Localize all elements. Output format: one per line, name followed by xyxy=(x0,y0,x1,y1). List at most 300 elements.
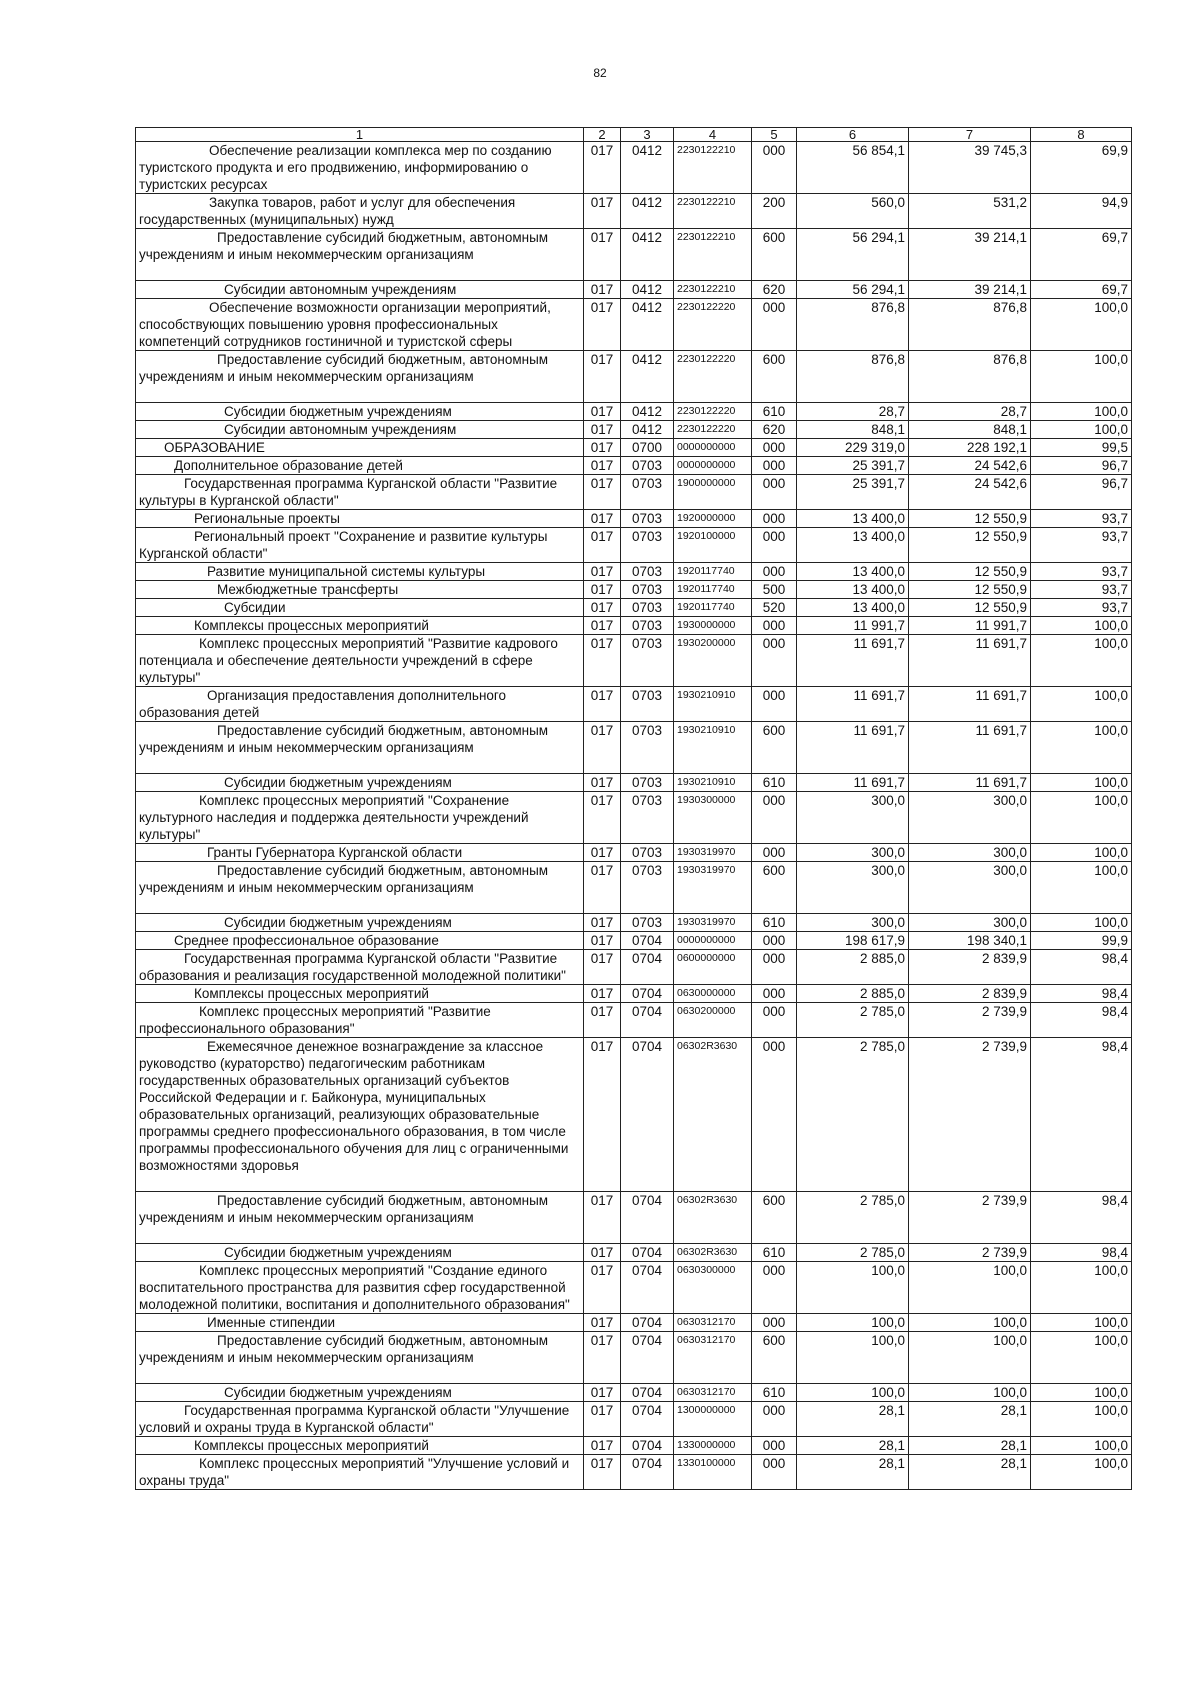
row-percent: 93,7 xyxy=(1031,510,1132,528)
table-row xyxy=(136,914,1132,932)
row-target-article: 1330000000 xyxy=(674,1437,752,1455)
row-target-article: 1330100000 xyxy=(674,1455,752,1490)
row-plan: 100,0 xyxy=(797,1384,909,1402)
row-section-code: 0412 xyxy=(621,421,674,439)
row-percent: 98,4 xyxy=(1031,985,1132,1003)
table-row xyxy=(136,581,1132,599)
row-admin-code: 017 xyxy=(584,1003,621,1038)
row-plan: 28,1 xyxy=(797,1455,909,1490)
row-admin-code: 017 xyxy=(584,563,621,581)
row-expense-type: 500 xyxy=(752,581,797,599)
row-section-code: 0412 xyxy=(621,299,674,351)
row-percent: 100,0 xyxy=(1031,1384,1132,1402)
table-row xyxy=(136,403,1132,421)
row-section-code: 0703 xyxy=(621,687,674,722)
row-target-article: 0630300000 xyxy=(674,1262,752,1314)
row-fact: 28,1 xyxy=(909,1437,1031,1455)
row-expense-type: 600 xyxy=(752,351,797,403)
row-expense-type: 000 xyxy=(752,950,797,985)
row-plan: 56 854,1 xyxy=(797,142,909,194)
table-row xyxy=(136,351,1132,403)
row-section-code: 0704 xyxy=(621,1244,674,1262)
table-row xyxy=(136,439,1132,457)
row-expense-type: 000 xyxy=(752,792,797,844)
row-admin-code: 017 xyxy=(584,1038,621,1192)
table-row xyxy=(136,792,1132,844)
row-section-code: 0704 xyxy=(621,932,674,950)
row-admin-code: 017 xyxy=(584,1244,621,1262)
row-expense-type: 000 xyxy=(752,617,797,635)
row-name: Комплексы процессных мероприятий xyxy=(136,1437,584,1455)
row-admin-code: 017 xyxy=(584,950,621,985)
row-percent: 69,7 xyxy=(1031,281,1132,299)
table-row xyxy=(136,1332,1132,1384)
row-expense-type: 000 xyxy=(752,1455,797,1490)
row-name: Комплексы процессных мероприятий xyxy=(136,617,584,635)
row-plan: 13 400,0 xyxy=(797,563,909,581)
row-target-article: 1930319970 xyxy=(674,862,752,914)
table-row xyxy=(136,722,1132,774)
row-name: Ежемесячное денежное вознаграждение за классное руководство (кураторство) педагогическим работникам государственных образовательных организаций субъектов Российской Федерации и г. Байконура, муниципальных образовательных организаций, реализующих образовательные программы среднего профессионального образования, в том числе программы профессионального обучения для лиц с ограниченными возможностями здоровья xyxy=(136,1038,584,1192)
row-name: Комплекс процессных мероприятий "Сохранение культурного наследия и поддержка деятельности учреждений культуры" xyxy=(136,792,584,844)
row-name: Комплекс процессных мероприятий "Создание единого воспитательного пространства для развития сфер государственной молодежной политики, воспитания и дополнительного образования" xyxy=(136,1262,584,1314)
row-plan: 876,8 xyxy=(797,351,909,403)
row-plan: 2 885,0 xyxy=(797,985,909,1003)
row-plan: 25 391,7 xyxy=(797,475,909,510)
row-name: Субсидии бюджетным учреждениям xyxy=(136,914,584,932)
row-target-article: 1930210910 xyxy=(674,722,752,774)
row-expense-type: 000 xyxy=(752,985,797,1003)
row-plan: 2 785,0 xyxy=(797,1003,909,1038)
row-name: Предоставление субсидий бюджетным, автономным учреждениям и иным некоммерческим организациям xyxy=(136,229,584,281)
row-expense-type: 000 xyxy=(752,439,797,457)
row-expense-type: 000 xyxy=(752,1262,797,1314)
row-percent: 94,9 xyxy=(1031,194,1132,229)
row-expense-type: 000 xyxy=(752,1314,797,1332)
table-row xyxy=(136,1244,1132,1262)
row-section-code: 0704 xyxy=(621,1332,674,1384)
row-admin-code: 017 xyxy=(584,229,621,281)
row-percent: 100,0 xyxy=(1031,914,1132,932)
row-target-article: 2230122220 xyxy=(674,299,752,351)
row-expense-type: 600 xyxy=(752,229,797,281)
row-percent: 100,0 xyxy=(1031,617,1132,635)
table-row xyxy=(136,142,1132,194)
table-row xyxy=(136,1262,1132,1314)
row-plan: 56 294,1 xyxy=(797,229,909,281)
row-percent: 100,0 xyxy=(1031,687,1132,722)
row-target-article: 06302R3630 xyxy=(674,1038,752,1192)
row-section-code: 0412 xyxy=(621,281,674,299)
row-percent: 96,7 xyxy=(1031,475,1132,510)
row-expense-type: 000 xyxy=(752,1402,797,1437)
row-plan: 300,0 xyxy=(797,792,909,844)
table-row xyxy=(136,1455,1132,1490)
row-section-code: 0704 xyxy=(621,1455,674,1490)
row-percent: 93,7 xyxy=(1031,581,1132,599)
header-col-1: 1 xyxy=(136,128,584,142)
row-percent: 93,7 xyxy=(1031,563,1132,581)
row-fact: 100,0 xyxy=(909,1384,1031,1402)
row-target-article: 2230122220 xyxy=(674,403,752,421)
row-name: Именные стипендии xyxy=(136,1314,584,1332)
row-expense-type: 000 xyxy=(752,510,797,528)
row-target-article: 2230122220 xyxy=(674,421,752,439)
row-section-code: 0703 xyxy=(621,635,674,687)
row-admin-code: 017 xyxy=(584,142,621,194)
row-expense-type: 600 xyxy=(752,1332,797,1384)
row-fact: 11 691,7 xyxy=(909,687,1031,722)
row-section-code: 0704 xyxy=(621,1314,674,1332)
row-section-code: 0704 xyxy=(621,1402,674,1437)
row-percent: 98,4 xyxy=(1031,1192,1132,1244)
row-admin-code: 017 xyxy=(584,774,621,792)
row-admin-code: 017 xyxy=(584,792,621,844)
row-name: Субсидии бюджетным учреждениям xyxy=(136,1384,584,1402)
row-section-code: 0412 xyxy=(621,403,674,421)
row-fact: 11 991,7 xyxy=(909,617,1031,635)
row-target-article: 0000000000 xyxy=(674,439,752,457)
table-row xyxy=(136,510,1132,528)
row-expense-type: 000 xyxy=(752,1437,797,1455)
row-target-article: 1920100000 xyxy=(674,528,752,563)
row-name: Комплекс процессных мероприятий "Развитие кадрового потенциала и обеспечение деятельности учреждений в сфере культуры" xyxy=(136,635,584,687)
row-admin-code: 017 xyxy=(584,722,621,774)
table-header-row xyxy=(136,128,1132,142)
row-fact: 198 340,1 xyxy=(909,932,1031,950)
row-plan: 28,7 xyxy=(797,403,909,421)
row-fact: 876,8 xyxy=(909,351,1031,403)
table-row xyxy=(136,932,1132,950)
row-target-article: 1920117740 xyxy=(674,563,752,581)
row-name: Субсидии xyxy=(136,599,584,617)
row-section-code: 0703 xyxy=(621,914,674,932)
budget-table xyxy=(135,127,1132,1490)
table-row xyxy=(136,528,1132,563)
row-admin-code: 017 xyxy=(584,351,621,403)
row-name: Гранты Губернатора Курганской области xyxy=(136,844,584,862)
table-row xyxy=(136,862,1132,914)
row-target-article: 2230122210 xyxy=(674,229,752,281)
row-plan: 11 691,7 xyxy=(797,722,909,774)
row-name: Предоставление субсидий бюджетным, автономным учреждениям и иным некоммерческим организациям xyxy=(136,1192,584,1244)
row-name: ОБРАЗОВАНИЕ xyxy=(136,439,584,457)
row-fact: 100,0 xyxy=(909,1262,1031,1314)
table-row xyxy=(136,617,1132,635)
row-admin-code: 017 xyxy=(584,844,621,862)
row-plan: 13 400,0 xyxy=(797,581,909,599)
row-expense-type: 620 xyxy=(752,421,797,439)
row-percent: 100,0 xyxy=(1031,421,1132,439)
row-fact: 2 739,9 xyxy=(909,1003,1031,1038)
row-fact: 531,2 xyxy=(909,194,1031,229)
row-expense-type: 520 xyxy=(752,599,797,617)
table-row xyxy=(136,1003,1132,1038)
row-target-article: 1930319970 xyxy=(674,914,752,932)
row-admin-code: 017 xyxy=(584,194,621,229)
row-section-code: 0703 xyxy=(621,617,674,635)
row-name: Государственная программа Курганской области "Развитие культуры в Курганской области" xyxy=(136,475,584,510)
row-expense-type: 610 xyxy=(752,914,797,932)
row-admin-code: 017 xyxy=(584,439,621,457)
row-expense-type: 000 xyxy=(752,563,797,581)
row-name: Дополнительное образование детей xyxy=(136,457,584,475)
row-section-code: 0704 xyxy=(621,1038,674,1192)
row-name: Государственная программа Курганской области "Развитие образования и реализация государственной молодежной политики" xyxy=(136,950,584,985)
table-row xyxy=(136,1437,1132,1455)
row-percent: 100,0 xyxy=(1031,299,1132,351)
row-fact: 2 839,9 xyxy=(909,950,1031,985)
row-target-article: 0600000000 xyxy=(674,950,752,985)
row-target-article: 1930200000 xyxy=(674,635,752,687)
row-expense-type: 600 xyxy=(752,862,797,914)
row-percent: 100,0 xyxy=(1031,1262,1132,1314)
row-fact: 100,0 xyxy=(909,1314,1031,1332)
row-target-article: 0630000000 xyxy=(674,985,752,1003)
row-section-code: 0703 xyxy=(621,599,674,617)
row-fact: 11 691,7 xyxy=(909,774,1031,792)
row-section-code: 0703 xyxy=(621,844,674,862)
row-target-article: 1920117740 xyxy=(674,581,752,599)
table-body xyxy=(136,142,1132,1490)
row-fact: 2 839,9 xyxy=(909,985,1031,1003)
row-section-code: 0703 xyxy=(621,457,674,475)
row-section-code: 0703 xyxy=(621,563,674,581)
row-section-code: 0704 xyxy=(621,1192,674,1244)
row-percent: 100,0 xyxy=(1031,351,1132,403)
row-percent: 100,0 xyxy=(1031,774,1132,792)
row-admin-code: 017 xyxy=(584,914,621,932)
row-fact: 100,0 xyxy=(909,1332,1031,1384)
row-expense-type: 200 xyxy=(752,194,797,229)
table-row xyxy=(136,1314,1132,1332)
row-plan: 300,0 xyxy=(797,844,909,862)
table-row xyxy=(136,299,1132,351)
row-admin-code: 017 xyxy=(584,932,621,950)
row-expense-type: 000 xyxy=(752,932,797,950)
row-plan: 2 785,0 xyxy=(797,1244,909,1262)
row-name: Среднее профессиональное образование xyxy=(136,932,584,950)
row-fact: 876,8 xyxy=(909,299,1031,351)
row-admin-code: 017 xyxy=(584,1262,621,1314)
row-name: Субсидии автономным учреждениям xyxy=(136,421,584,439)
row-admin-code: 017 xyxy=(584,1455,621,1490)
row-percent: 100,0 xyxy=(1031,862,1132,914)
row-percent: 100,0 xyxy=(1031,1314,1132,1332)
row-name: Организация предоставления дополнительного образования детей xyxy=(136,687,584,722)
row-section-code: 0704 xyxy=(621,985,674,1003)
row-admin-code: 017 xyxy=(584,635,621,687)
row-percent: 69,9 xyxy=(1031,142,1132,194)
row-section-code: 0703 xyxy=(621,774,674,792)
row-name: Субсидии бюджетным учреждениям xyxy=(136,774,584,792)
row-fact: 12 550,9 xyxy=(909,563,1031,581)
row-fact: 24 542,6 xyxy=(909,475,1031,510)
row-fact: 300,0 xyxy=(909,914,1031,932)
row-plan: 11 691,7 xyxy=(797,635,909,687)
table-row xyxy=(136,475,1132,510)
row-target-article: 06302R3630 xyxy=(674,1192,752,1244)
table-row xyxy=(136,1192,1132,1244)
header-col-5: 5 xyxy=(752,128,797,142)
row-expense-type: 000 xyxy=(752,475,797,510)
row-admin-code: 017 xyxy=(584,528,621,563)
table-row xyxy=(136,563,1132,581)
row-target-article: 0000000000 xyxy=(674,457,752,475)
page-number: 82 xyxy=(593,66,607,80)
row-fact: 12 550,9 xyxy=(909,581,1031,599)
header-col-3: 3 xyxy=(621,128,674,142)
row-section-code: 0704 xyxy=(621,1262,674,1314)
row-name: Субсидии бюджетным учреждениям xyxy=(136,403,584,421)
row-admin-code: 017 xyxy=(584,1384,621,1402)
row-name: Обеспечение реализации комплекса мер по созданию туристского продукта и его продвижению, информированию о туристских ресурсах xyxy=(136,142,584,194)
table-row xyxy=(136,844,1132,862)
row-percent: 100,0 xyxy=(1031,1332,1132,1384)
row-section-code: 0704 xyxy=(621,1384,674,1402)
row-plan: 876,8 xyxy=(797,299,909,351)
row-target-article: 1930319970 xyxy=(674,844,752,862)
row-plan: 560,0 xyxy=(797,194,909,229)
row-fact: 39 745,3 xyxy=(909,142,1031,194)
row-admin-code: 017 xyxy=(584,617,621,635)
row-expense-type: 610 xyxy=(752,1244,797,1262)
row-name: Обеспечение возможности организации мероприятий, способствующих повышению уровня профессиональных компетенций сотрудников гостиничной и туристской сферы xyxy=(136,299,584,351)
row-percent: 98,4 xyxy=(1031,1244,1132,1262)
row-percent: 100,0 xyxy=(1031,403,1132,421)
row-target-article: 1920000000 xyxy=(674,510,752,528)
row-plan: 2 885,0 xyxy=(797,950,909,985)
row-fact: 2 739,9 xyxy=(909,1244,1031,1262)
row-fact: 12 550,9 xyxy=(909,528,1031,563)
row-plan: 300,0 xyxy=(797,914,909,932)
row-target-article: 2230122220 xyxy=(674,351,752,403)
table-row xyxy=(136,635,1132,687)
row-percent: 100,0 xyxy=(1031,792,1132,844)
row-target-article: 1300000000 xyxy=(674,1402,752,1437)
row-plan: 2 785,0 xyxy=(797,1192,909,1244)
row-section-code: 0704 xyxy=(621,1437,674,1455)
row-name: Региональные проекты xyxy=(136,510,584,528)
row-fact: 2 739,9 xyxy=(909,1192,1031,1244)
row-expense-type: 600 xyxy=(752,1192,797,1244)
row-target-article: 0630312170 xyxy=(674,1384,752,1402)
row-admin-code: 017 xyxy=(584,1192,621,1244)
header-col-8: 8 xyxy=(1031,128,1132,142)
row-name: Субсидии бюджетным учреждениям xyxy=(136,1244,584,1262)
header-col-4: 4 xyxy=(674,128,752,142)
row-admin-code: 017 xyxy=(584,281,621,299)
row-name: Государственная программа Курганской области "Улучшение условий и охраны труда в Курганской области" xyxy=(136,1402,584,1437)
row-plan: 848,1 xyxy=(797,421,909,439)
row-fact: 2 739,9 xyxy=(909,1038,1031,1192)
row-plan: 28,1 xyxy=(797,1437,909,1455)
row-section-code: 0412 xyxy=(621,229,674,281)
table-row xyxy=(136,774,1132,792)
row-name: Комплексы процессных мероприятий xyxy=(136,985,584,1003)
row-fact: 11 691,7 xyxy=(909,635,1031,687)
row-section-code: 0704 xyxy=(621,1003,674,1038)
row-target-article: 0630312170 xyxy=(674,1332,752,1384)
row-plan: 100,0 xyxy=(797,1262,909,1314)
header-col-6: 6 xyxy=(797,128,909,142)
table-row xyxy=(136,1384,1132,1402)
table-row xyxy=(136,229,1132,281)
row-plan: 13 400,0 xyxy=(797,599,909,617)
row-section-code: 0703 xyxy=(621,581,674,599)
row-expense-type: 620 xyxy=(752,281,797,299)
row-percent: 93,7 xyxy=(1031,528,1132,563)
row-name: Комплекс процессных мероприятий "Улучшение условий и охраны труда" xyxy=(136,1455,584,1490)
row-percent: 99,5 xyxy=(1031,439,1132,457)
row-plan: 28,1 xyxy=(797,1402,909,1437)
row-admin-code: 017 xyxy=(584,403,621,421)
row-name: Развитие муниципальной системы культуры xyxy=(136,563,584,581)
row-admin-code: 017 xyxy=(584,1332,621,1384)
row-target-article: 1900000000 xyxy=(674,475,752,510)
row-expense-type: 000 xyxy=(752,1038,797,1192)
row-percent: 100,0 xyxy=(1031,635,1132,687)
row-target-article: 06302R3630 xyxy=(674,1244,752,1262)
table-row xyxy=(136,457,1132,475)
row-percent: 100,0 xyxy=(1031,844,1132,862)
row-expense-type: 610 xyxy=(752,774,797,792)
row-plan: 13 400,0 xyxy=(797,528,909,563)
row-section-code: 0412 xyxy=(621,194,674,229)
row-name: Предоставление субсидий бюджетным, автономным учреждениям и иным некоммерческим организациям xyxy=(136,351,584,403)
row-target-article: 1920117740 xyxy=(674,599,752,617)
row-name: Предоставление субсидий бюджетным, автономным учреждениям и иным некоммерческим организациям xyxy=(136,722,584,774)
table-row xyxy=(136,281,1132,299)
row-expense-type: 000 xyxy=(752,1003,797,1038)
row-expense-type: 000 xyxy=(752,844,797,862)
row-plan: 300,0 xyxy=(797,862,909,914)
row-name: Межбюджетные трансферты xyxy=(136,581,584,599)
row-plan: 11 691,7 xyxy=(797,687,909,722)
row-admin-code: 017 xyxy=(584,510,621,528)
row-admin-code: 017 xyxy=(584,299,621,351)
row-target-article: 2230122210 xyxy=(674,281,752,299)
row-fact: 12 550,9 xyxy=(909,599,1031,617)
row-name: Комплекс процессных мероприятий "Развитие профессионального образования" xyxy=(136,1003,584,1038)
row-admin-code: 017 xyxy=(584,599,621,617)
row-admin-code: 017 xyxy=(584,687,621,722)
row-admin-code: 017 xyxy=(584,457,621,475)
row-fact: 300,0 xyxy=(909,844,1031,862)
row-plan: 13 400,0 xyxy=(797,510,909,528)
row-percent: 100,0 xyxy=(1031,1402,1132,1437)
row-percent: 100,0 xyxy=(1031,1437,1132,1455)
row-plan: 100,0 xyxy=(797,1314,909,1332)
row-target-article: 2230122210 xyxy=(674,142,752,194)
row-expense-type: 610 xyxy=(752,1384,797,1402)
row-plan: 229 319,0 xyxy=(797,439,909,457)
row-name: Предоставление субсидий бюджетным, автономным учреждениям и иным некоммерческим организациям xyxy=(136,862,584,914)
row-admin-code: 017 xyxy=(584,985,621,1003)
table-row xyxy=(136,421,1132,439)
header-col-2: 2 xyxy=(584,128,621,142)
row-fact: 848,1 xyxy=(909,421,1031,439)
row-admin-code: 017 xyxy=(584,1402,621,1437)
row-fact: 300,0 xyxy=(909,862,1031,914)
row-percent: 96,7 xyxy=(1031,457,1132,475)
row-percent: 98,4 xyxy=(1031,1003,1132,1038)
row-admin-code: 017 xyxy=(584,1314,621,1332)
row-section-code: 0412 xyxy=(621,351,674,403)
row-plan: 11 991,7 xyxy=(797,617,909,635)
row-name: Субсидии автономным учреждениям xyxy=(136,281,584,299)
table-row xyxy=(136,1038,1132,1192)
